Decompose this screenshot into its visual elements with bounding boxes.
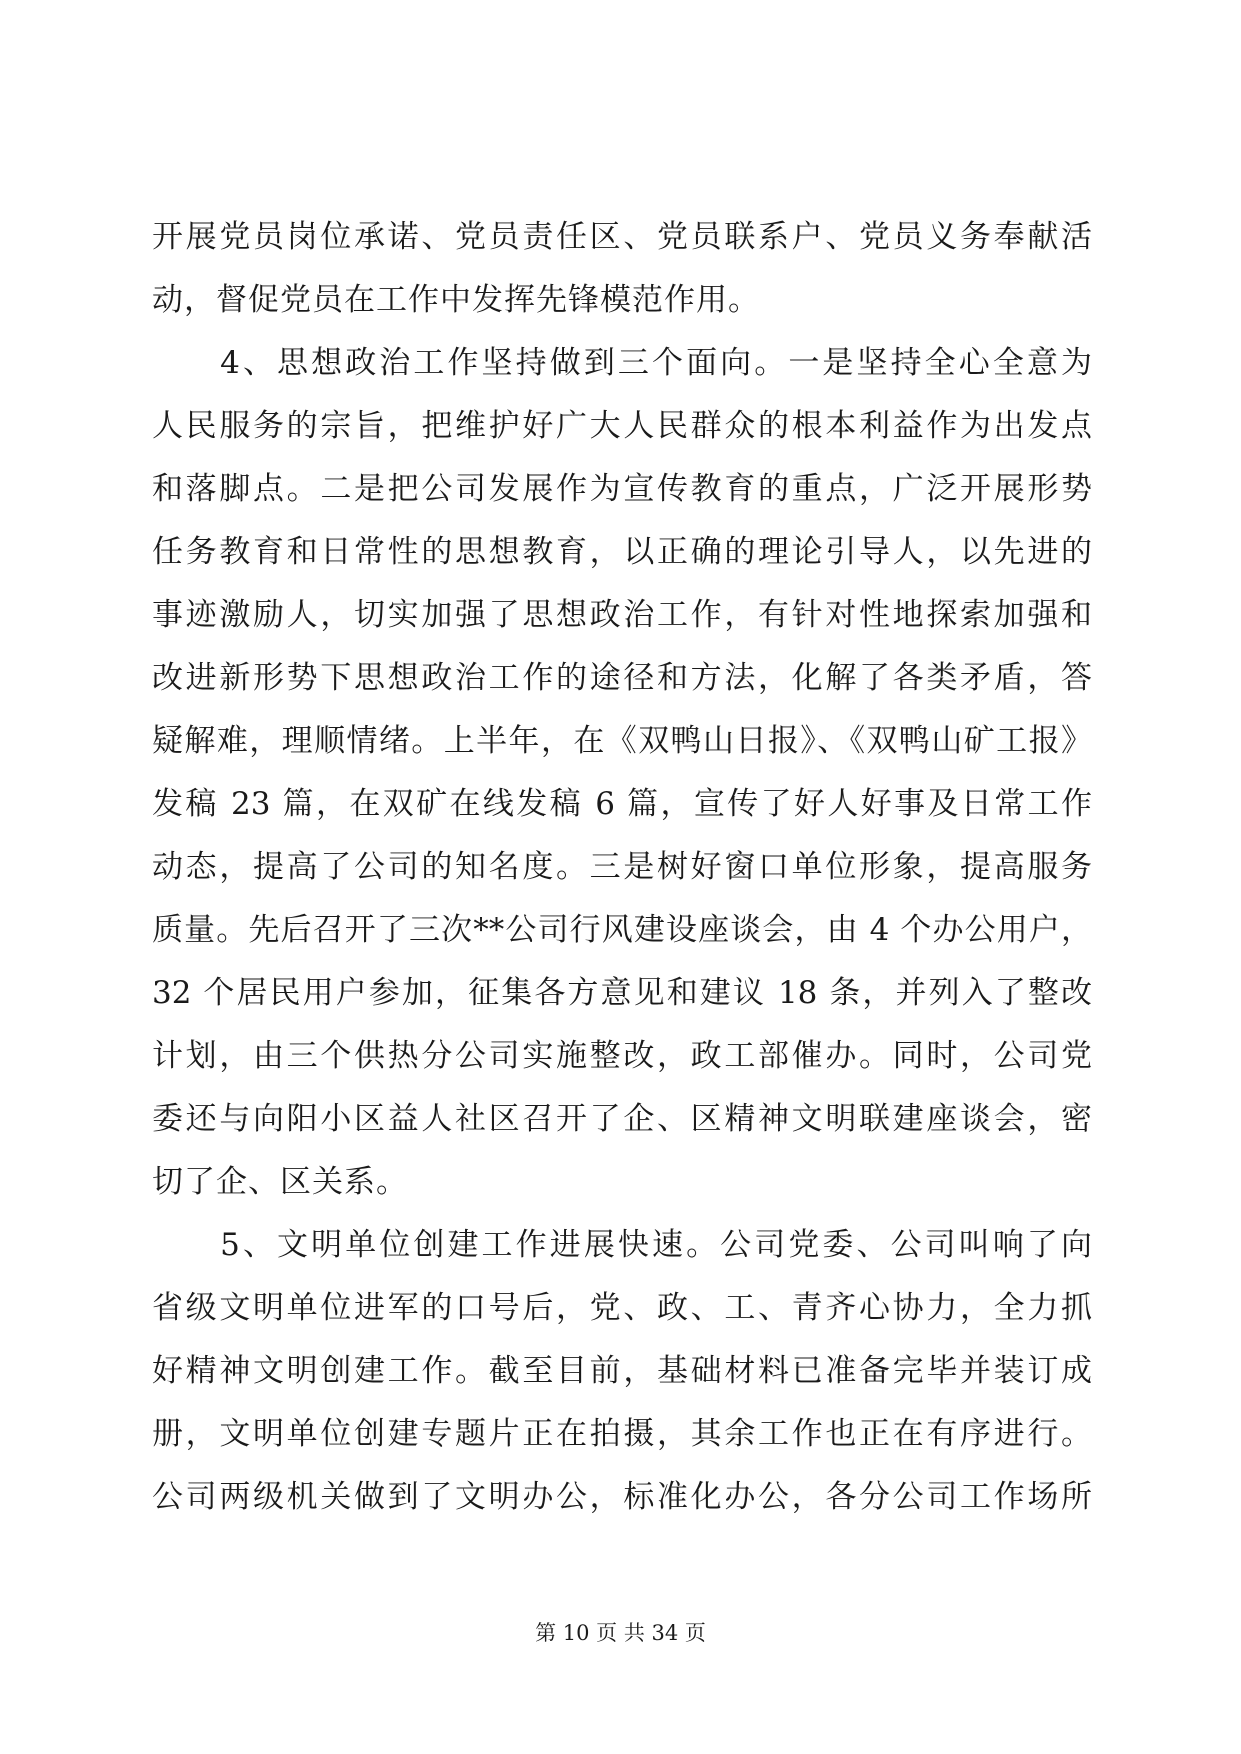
text-line: 发稿 23 篇，在双矿在线发稿 6 篇，宣传了好人好事及日常工作: [152, 786, 1092, 822]
text-line: 委还与向阳小区益人社区召开了企、区精神文明联建座谈会，密: [152, 1101, 1092, 1137]
text-line: 疑解难，理顺情绪。上半年，在《双鸭山日报》、《双鸭山矿工报》: [152, 723, 1092, 759]
text-line: 好精神文明创建工作。截至目前，基础材料已准备完毕并装订成: [152, 1353, 1092, 1389]
text-line: 公司两级机关做到了文明办公，标准化办公，各分公司工作场所: [152, 1479, 1092, 1515]
page-number-footer: 第 10 页 共 34 页: [535, 1621, 706, 1645]
text-line: 动态，提高了公司的知名度。三是树好窗口单位形象，提高服务: [152, 849, 1092, 885]
text-line: 开展党员岗位承诺、党员责任区、党员联系户、党员义务奉献活: [152, 219, 1092, 255]
text-line: 改进新形势下思想政治工作的途径和方法，化解了各类矛盾，答: [152, 660, 1092, 696]
text-line: 5、文明单位创建工作进展快速。公司党委、公司叫响了向: [152, 1227, 1092, 1263]
document-body: [152, 206, 1092, 1529]
text-line: 动，督促党员在工作中发挥先锋模范作用。: [152, 282, 760, 318]
text-line: 计划，由三个供热分公司实施整改，政工部催办。同时，公司党: [152, 1038, 1092, 1074]
text-line: 32 个居民用户参加，征集各方意见和建议 18 条，并列入了整改: [152, 975, 1092, 1011]
text-line: 人民服务的宗旨，把维护好广大人民群众的根本利益作为出发点: [152, 408, 1092, 444]
text-line: 事迹激励人，切实加强了思想政治工作，有针对性地探索加强和: [152, 597, 1092, 633]
text-line: 质量。先后召开了三次**公司行风建设座谈会，由 4 个办公用户，: [152, 912, 1092, 948]
text-line: 4、思想政治工作坚持做到三个面向。一是坚持全心全意为: [152, 345, 1092, 381]
text-line: 任务教育和日常性的思想教育，以正确的理论引导人，以先进的: [152, 534, 1092, 570]
text-line: 省级文明单位进军的口号后，党、政、工、青齐心协力，全力抓: [152, 1290, 1092, 1326]
text-line: 切了企、区关系。: [152, 1164, 408, 1200]
text-line: 册，文明单位创建专题片正在拍摄，其余工作也正在有序进行。: [152, 1416, 1092, 1452]
text-line: 和落脚点。二是把公司发展作为宣传教育的重点，广泛开展形势: [152, 471, 1092, 507]
